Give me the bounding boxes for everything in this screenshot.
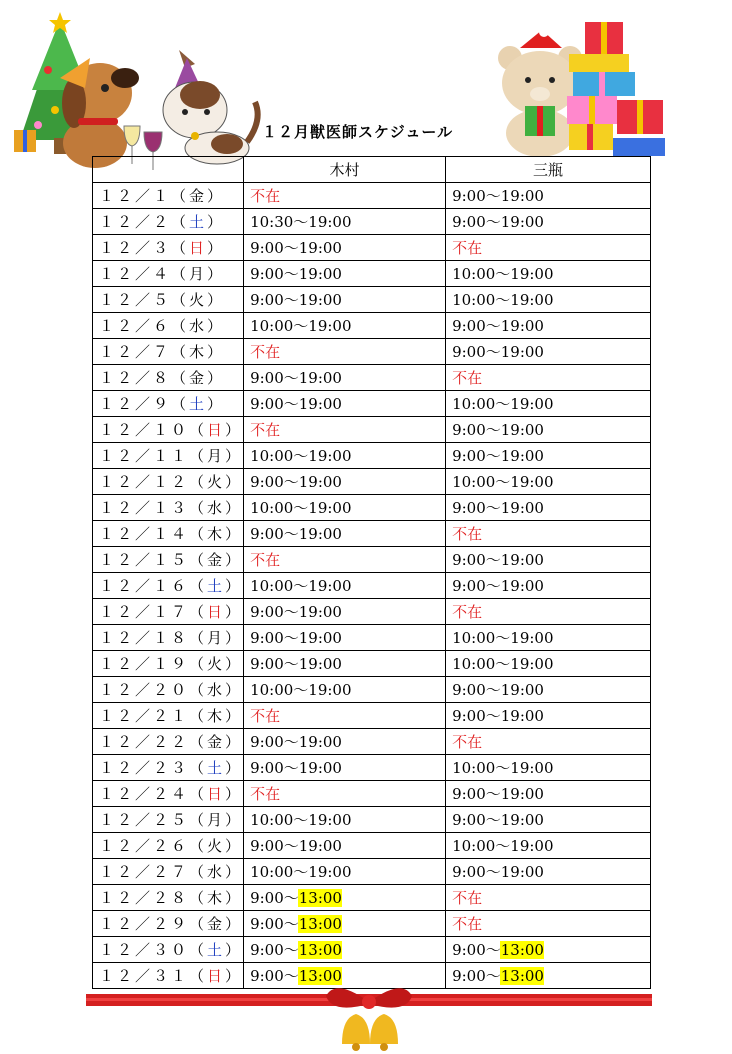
weekday-label: 火: [189, 291, 208, 309]
table-row: [93, 417, 651, 443]
sanpei-cell: [446, 729, 651, 755]
weekday-label: 土: [189, 213, 208, 231]
weekday-label: 金: [189, 187, 208, 205]
kimura-cell: 9:00〜19:00: [244, 755, 446, 781]
date-cell: １２／８（金）: [93, 365, 244, 391]
table-row: [93, 599, 651, 625]
weekday-label: 日: [207, 785, 226, 803]
kimura-cell: 10:00〜19:00: [244, 807, 446, 833]
date-cell: １２／９（土）: [93, 391, 244, 417]
sanpei-cell: 9:00〜19:00: [446, 859, 651, 885]
kimura-cell: 9:00〜19:00: [244, 391, 446, 417]
weekday-label: 水: [207, 863, 226, 881]
date-cell: １２／２６（火）: [93, 833, 244, 859]
date-label: １２／２８: [99, 889, 190, 907]
cat-icon: [155, 50, 265, 168]
sanpei-cell: 10:00〜19:00: [446, 287, 651, 313]
weekday-label: 月: [207, 447, 226, 465]
kimura-cell: 10:00〜19:00: [244, 443, 446, 469]
date-label: １２／２６: [99, 837, 190, 855]
date-cell: １２／１４（木）: [93, 521, 244, 547]
date-label: １２／１４: [99, 525, 190, 543]
sanpei-cell: 10:00〜19:00: [446, 755, 651, 781]
sanpei-cell: [446, 521, 651, 547]
absent-label: 不在: [250, 785, 281, 803]
weekday-label: 日: [207, 967, 226, 985]
weekday-label: 月: [189, 265, 208, 283]
sanpei-cell: 10:00〜19:00: [446, 391, 651, 417]
sanpei-cell: 9:00〜19:00: [446, 547, 651, 573]
absent-label: 不在: [452, 889, 483, 907]
kimura-cell: 9:00〜19:00: [244, 521, 446, 547]
kimura-cell: 9:00〜19:00: [244, 651, 446, 677]
date-cell: １２／２（土）: [93, 209, 244, 235]
date-cell: １２／５（火）: [93, 287, 244, 313]
date-cell: １２／２８（木）: [93, 885, 244, 911]
sanpei-cell: 9:00〜19:00: [446, 209, 651, 235]
short-hours-label: 9:00〜13:00: [452, 967, 544, 985]
table-row: [93, 313, 651, 339]
weekday-label: 土: [207, 577, 226, 595]
table-row: [93, 573, 651, 599]
kimura-cell: 10:00〜19:00: [244, 677, 446, 703]
date-label: １２／２０: [99, 681, 190, 699]
date-cell: １２／１６（土）: [93, 573, 244, 599]
date-cell: １２／４（月）: [93, 261, 244, 287]
date-cell: １２／２７（水）: [93, 859, 244, 885]
weekday-label: 金: [207, 915, 226, 933]
weekday-label: 水: [207, 499, 226, 517]
table-row: [93, 651, 651, 677]
schedule-body: [93, 183, 651, 989]
table-row: [93, 391, 651, 417]
date-cell: １２／２５（月）: [93, 807, 244, 833]
date-label: １２／９: [99, 395, 172, 413]
table-row: [93, 833, 651, 859]
sanpei-cell: 9:00〜19:00: [446, 807, 651, 833]
date-cell: １２／２３（土）: [93, 755, 244, 781]
kimura-cell: 9:00〜19:00: [244, 365, 446, 391]
date-label: １２／２２: [99, 733, 190, 751]
weekday-label: 土: [189, 395, 208, 413]
kimura-cell: 9:00〜19:00: [244, 261, 446, 287]
kimura-cell: 9:00〜19:00: [244, 729, 446, 755]
weekday-label: 月: [207, 629, 226, 647]
weekday-label: 金: [207, 551, 226, 569]
weekday-label: 日: [207, 421, 226, 439]
sanpei-cell: 10:00〜19:00: [446, 833, 651, 859]
table-row: [93, 287, 651, 313]
table-row: [93, 859, 651, 885]
weekday-label: 木: [207, 707, 226, 725]
kimura-cell: 9:00〜19:00: [244, 833, 446, 859]
date-label: １２／１０: [99, 421, 190, 439]
date-label: １２／２３: [99, 759, 190, 777]
sanpei-cell: 9:00〜19:00: [446, 573, 651, 599]
table-row: [93, 911, 651, 937]
kimura-cell: [244, 183, 446, 209]
sanpei-cell: 9:00〜19:00: [446, 183, 651, 209]
date-label: １２／７: [99, 343, 172, 361]
date-cell: １２／２１（木）: [93, 703, 244, 729]
absent-label: 不在: [250, 421, 281, 439]
date-label: １２／５: [99, 291, 172, 309]
absent-label: 不在: [452, 733, 483, 751]
table-row: [93, 729, 651, 755]
date-cell: １２／２９（金）: [93, 911, 244, 937]
table-row: [93, 495, 651, 521]
bells-icon: [334, 1004, 406, 1052]
sanpei-cell: 10:00〜19:00: [446, 625, 651, 651]
absent-label: 不在: [250, 187, 281, 205]
kimura-cell: 10:00〜19:00: [244, 573, 446, 599]
header-sanpei: 三瓶: [446, 157, 651, 183]
kimura-cell: 10:00〜19:00: [244, 495, 446, 521]
weekday-label: 火: [207, 473, 226, 491]
table-header-row: [93, 157, 651, 183]
sanpei-cell: 9:00〜19:00: [446, 703, 651, 729]
header-date: [93, 157, 244, 183]
date-label: １２／２４: [99, 785, 190, 803]
kimura-cell: 10:30〜19:00: [244, 209, 446, 235]
date-label: １２／１９: [99, 655, 190, 673]
date-cell: １２／２２（金）: [93, 729, 244, 755]
sanpei-cell: 9:00〜19:00: [446, 781, 651, 807]
sanpei-cell: 9:00〜19:00: [446, 443, 651, 469]
header-kimura: 木村: [244, 157, 446, 183]
table-row: [93, 261, 651, 287]
sanpei-cell: 9:00〜19:00: [446, 313, 651, 339]
kimura-cell: 10:00〜19:00: [244, 859, 446, 885]
sanpei-cell: 10:00〜19:00: [446, 651, 651, 677]
sanpei-cell: 9:00〜19:00: [446, 677, 651, 703]
weekday-label: 日: [189, 239, 208, 257]
kimura-cell: [244, 417, 446, 443]
absent-label: 不在: [250, 707, 281, 725]
date-cell: １２／３１（日）: [93, 963, 244, 989]
date-label: １２／８: [99, 369, 172, 387]
table-row: [93, 209, 651, 235]
sanpei-cell: [446, 937, 651, 963]
table-row: [93, 469, 651, 495]
date-cell: １２／７（木）: [93, 339, 244, 365]
date-label: １２／３０: [99, 941, 190, 959]
kimura-cell: [244, 703, 446, 729]
date-cell: １２／３０（土）: [93, 937, 244, 963]
absent-label: 不在: [250, 551, 281, 569]
sanpei-cell: 10:00〜19:00: [446, 469, 651, 495]
sanpei-cell: 9:00〜19:00: [446, 495, 651, 521]
weekday-label: 水: [189, 317, 208, 335]
sanpei-cell: [446, 365, 651, 391]
date-cell: １２／１１（月）: [93, 443, 244, 469]
short-hours-label: 9:00〜13:00: [250, 967, 342, 985]
table-row: [93, 807, 651, 833]
kimura-cell: 10:00〜19:00: [244, 313, 446, 339]
kimura-cell: 9:00〜19:00: [244, 287, 446, 313]
short-hours-label: 9:00〜13:00: [250, 941, 342, 959]
date-cell: １２／１（金）: [93, 183, 244, 209]
weekday-label: 金: [207, 733, 226, 751]
table-row: [93, 443, 651, 469]
date-label: １２／２５: [99, 811, 190, 829]
kimura-cell: [244, 781, 446, 807]
weekday-label: 土: [207, 941, 226, 959]
weekday-label: 火: [207, 655, 226, 673]
sanpei-cell: 9:00〜19:00: [446, 339, 651, 365]
weekday-label: 日: [207, 603, 226, 621]
sanpei-cell: 10:00〜19:00: [446, 261, 651, 287]
kimura-cell: 9:00〜19:00: [244, 469, 446, 495]
table-row: [93, 885, 651, 911]
kimura-cell: [244, 339, 446, 365]
table-row: [93, 781, 651, 807]
date-cell: １２／１８（月）: [93, 625, 244, 651]
weekday-label: 火: [207, 837, 226, 855]
date-label: １２／６: [99, 317, 172, 335]
sanpei-cell: 9:00〜19:00: [446, 417, 651, 443]
weekday-label: 月: [207, 811, 226, 829]
date-cell: １２／２０（水）: [93, 677, 244, 703]
table-row: [93, 339, 651, 365]
date-label: １２／１３: [99, 499, 190, 517]
absent-label: 不在: [250, 343, 281, 361]
date-cell: １２／１５（金）: [93, 547, 244, 573]
table-row: [93, 677, 651, 703]
table-row: [93, 755, 651, 781]
date-label: １２／１２: [99, 473, 190, 491]
table-row: [93, 365, 651, 391]
short-hours-label: 9:00〜13:00: [250, 915, 342, 933]
absent-label: 不在: [452, 525, 483, 543]
sanpei-cell: [446, 911, 651, 937]
date-cell: １２／１９（火）: [93, 651, 244, 677]
absent-label: 不在: [452, 915, 483, 933]
date-label: １２／３１: [99, 967, 190, 985]
gift-boxes-icon: [565, 14, 670, 162]
date-label: １２／１５: [99, 551, 190, 569]
date-label: １２／４: [99, 265, 172, 283]
kimura-cell: 9:00〜19:00: [244, 599, 446, 625]
kimura-cell: [244, 885, 446, 911]
date-label: １２／１: [99, 187, 172, 205]
date-cell: １２／６（水）: [93, 313, 244, 339]
short-hours-label: 9:00〜13:00: [452, 941, 544, 959]
table-row: [93, 521, 651, 547]
short-hours-label: 9:00〜13:00: [250, 889, 342, 907]
page-title: １２月獣医師スケジュール: [262, 123, 454, 141]
date-cell: １２／１７（日）: [93, 599, 244, 625]
weekday-label: 土: [207, 759, 226, 777]
sanpei-cell: [446, 885, 651, 911]
weekday-label: 木: [207, 525, 226, 543]
table-row: [93, 703, 651, 729]
table-row: [93, 547, 651, 573]
date-label: １２／１８: [99, 629, 190, 647]
date-label: １２／１１: [99, 447, 190, 465]
weekday-label: 金: [189, 369, 208, 387]
schedule-table: [92, 156, 651, 989]
weekday-label: 木: [207, 889, 226, 907]
absent-label: 不在: [452, 239, 483, 257]
table-row: [93, 183, 651, 209]
absent-label: 不在: [452, 603, 483, 621]
date-label: １２／１６: [99, 577, 190, 595]
date-cell: １２／３（日）: [93, 235, 244, 261]
absent-label: 不在: [452, 369, 483, 387]
date-label: １２／２: [99, 213, 172, 231]
kimura-cell: [244, 547, 446, 573]
sanpei-cell: [446, 599, 651, 625]
table-row: [93, 937, 651, 963]
kimura-cell: 9:00〜19:00: [244, 625, 446, 651]
table-row: [93, 625, 651, 651]
weekday-label: 水: [207, 681, 226, 699]
weekday-label: 木: [189, 343, 208, 361]
date-cell: １２／１３（水）: [93, 495, 244, 521]
kimura-cell: [244, 937, 446, 963]
date-label: １２／２９: [99, 915, 190, 933]
table-row: [93, 235, 651, 261]
date-cell: １２／１２（火）: [93, 469, 244, 495]
kimura-cell: [244, 911, 446, 937]
date-label: １２／３: [99, 239, 172, 257]
sanpei-cell: [446, 235, 651, 261]
date-cell: １２／１０（日）: [93, 417, 244, 443]
kimura-cell: 9:00〜19:00: [244, 235, 446, 261]
date-cell: １２／２４（日）: [93, 781, 244, 807]
date-label: １２／２１: [99, 707, 190, 725]
date-label: １２／１７: [99, 603, 190, 621]
date-label: １２／２７: [99, 863, 190, 881]
